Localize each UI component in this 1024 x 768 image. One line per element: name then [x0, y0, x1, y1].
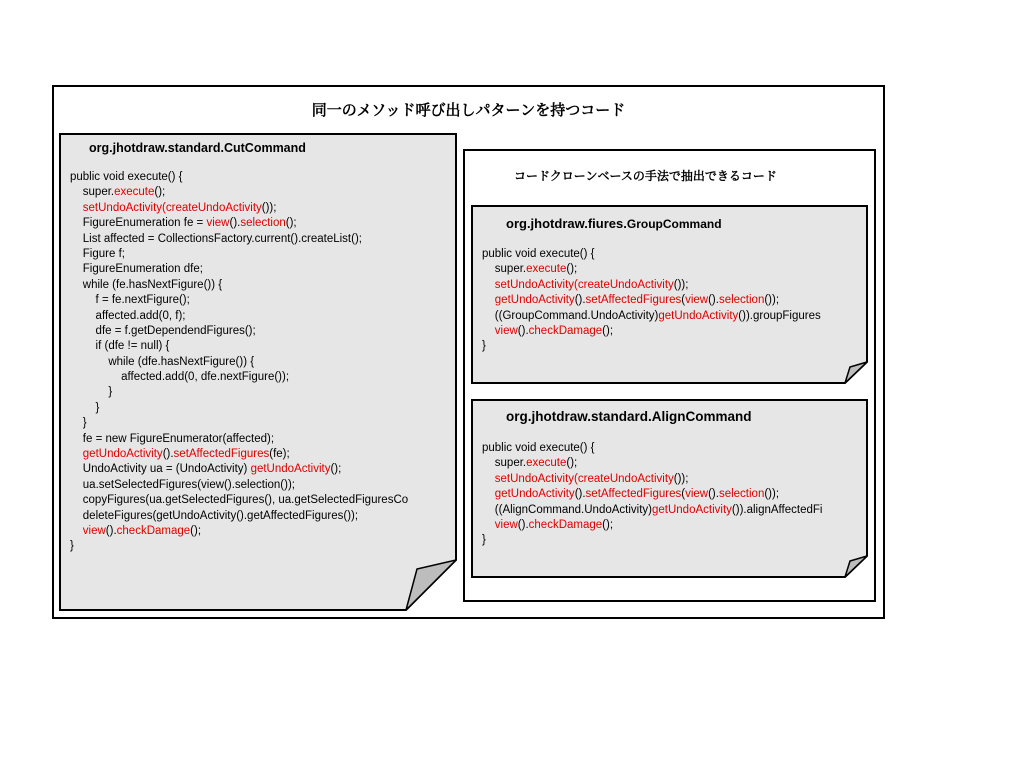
group-command-package: org.jhotdraw.fiures. — [506, 216, 627, 231]
code-line — [70, 432, 450, 447]
code-text — [482, 519, 495, 531]
code-text: f = fe.nextFigure(); — [70, 294, 190, 307]
code-text: List affected = CollectionsFactory.current().createList(); — [70, 232, 362, 245]
code-line — [70, 524, 450, 539]
code-text: (). — [708, 488, 719, 501]
code-line — [70, 324, 450, 339]
code-text: public void execute() { — [70, 171, 183, 183]
code-text: (); — [154, 186, 166, 199]
clone-frame-title: コードクローンベースの手法で抽出できるコード — [514, 169, 777, 183]
code-line — [482, 293, 863, 308]
code-text: ( — [681, 488, 686, 501]
code-line — [482, 487, 863, 502]
highlighted-call: setUndoActivity — [82, 201, 163, 214]
code-line — [70, 170, 450, 185]
code-text: (). — [162, 448, 174, 461]
code-line — [482, 278, 863, 293]
highlighted-call: setUndoActivity — [494, 278, 575, 291]
code-text: (); — [190, 524, 202, 537]
main-title: 同一のメソッド呼び出しパターンを持つコード — [311, 102, 626, 119]
code-text: } — [70, 417, 87, 430]
code-line — [70, 355, 450, 370]
highlighted-call: checkDamage — [116, 524, 191, 537]
code-text: public void execute() { — [482, 442, 595, 454]
code-text: (). — [229, 217, 241, 230]
group-command-note — [471, 205, 868, 384]
code-text — [70, 525, 83, 537]
code-text: fe = new FigureEnumerator(affected); — [70, 432, 275, 445]
highlighted-call: selection — [240, 217, 286, 230]
code-line — [482, 324, 863, 339]
code-text: ((AlignCommand.UndoActivity) — [482, 503, 652, 516]
code-line — [70, 262, 450, 277]
cut-command-note — [59, 133, 457, 611]
code-text — [70, 448, 83, 460]
code-line — [70, 462, 450, 477]
code-text: (fe); — [269, 448, 290, 461]
highlighted-call: createUndoActivity — [577, 278, 674, 291]
highlighted-call: checkDamage — [528, 518, 603, 531]
code-text: ()); — [673, 472, 689, 485]
code-line — [482, 247, 863, 262]
code-line — [482, 441, 863, 456]
code-text: } — [70, 540, 74, 553]
code-line — [70, 385, 450, 400]
code-line — [70, 370, 450, 385]
code-text: } — [482, 340, 486, 353]
code-line — [482, 456, 863, 471]
highlighted-call: checkDamage — [528, 324, 603, 337]
code-text — [482, 279, 495, 291]
code-text: dfe = f.getDependendFigures(); — [70, 324, 256, 337]
code-text: ((GroupCommand.UndoActivity) — [482, 309, 659, 322]
code-line — [482, 309, 863, 324]
code-line — [70, 509, 450, 524]
code-line — [70, 539, 450, 554]
code-text: } — [482, 534, 486, 547]
code-text: Figure f; — [70, 247, 125, 260]
code-line — [70, 216, 450, 231]
code-text: (). — [105, 524, 117, 537]
code-text: (); — [285, 217, 297, 230]
highlighted-call: ( — [574, 278, 578, 291]
code-text: while (dfe.hasNextFigure()) { — [70, 355, 255, 368]
code-line — [70, 247, 450, 262]
code-line — [482, 503, 863, 518]
highlighted-call: getUndoActivity — [250, 463, 331, 476]
code-text: (). — [574, 488, 586, 501]
highlighted-call: setUndoActivity — [494, 472, 575, 485]
highlighted-call: execute — [526, 457, 567, 470]
code-line — [70, 493, 450, 508]
highlighted-call: view — [82, 524, 106, 537]
code-text — [70, 202, 83, 214]
code-text: ua.setSelectedFigures(view().selection()); — [70, 478, 295, 491]
code-text — [482, 473, 495, 485]
highlighted-call: ( — [574, 472, 578, 485]
highlighted-call: view — [494, 518, 518, 531]
highlighted-call: view — [685, 294, 709, 307]
code-text: deleteFigures(getUndoActivity().getAffectedFigures()); — [70, 509, 359, 522]
code-text: super. — [482, 457, 527, 470]
code-text: public void execute() { — [482, 248, 595, 260]
align-command-note — [471, 399, 868, 578]
code-text: (). — [708, 294, 719, 307]
code-text: (); — [566, 457, 578, 470]
code-line — [70, 309, 450, 324]
code-line — [482, 533, 863, 548]
code-text — [482, 294, 495, 306]
code-text: (). — [517, 518, 529, 531]
highlighted-call: view — [206, 217, 230, 230]
code-text: copyFigures(ua.getSelectedFigures(), ua.getSelectedFiguresCo — [70, 494, 409, 507]
code-line — [70, 293, 450, 308]
code-line — [70, 185, 450, 200]
code-text: ()).groupFigures — [738, 309, 821, 322]
highlighted-call: view — [494, 324, 518, 337]
code-text: FigureEnumeration dfe; — [70, 263, 203, 276]
cut-command-header: org.jhotdraw.standard.CutCommand — [89, 141, 306, 155]
code-text: super. — [482, 263, 527, 276]
highlighted-call: createUndoActivity — [165, 201, 262, 214]
code-line — [70, 278, 450, 293]
code-text: (); — [566, 263, 578, 276]
code-text: (). — [517, 324, 529, 337]
highlighted-call: ( — [162, 201, 166, 214]
highlighted-call: execute — [526, 263, 567, 276]
code-text: UndoActivity ua = (UndoActivity) — [70, 463, 251, 476]
code-text: ()); — [764, 488, 780, 501]
highlighted-call: getUndoActivity — [652, 503, 732, 516]
code-line — [482, 472, 863, 487]
highlighted-call: getUndoActivity — [82, 448, 163, 461]
code-text: ()); — [261, 201, 277, 214]
highlighted-call: selection — [718, 294, 765, 307]
highlighted-call: setAffectedFigures — [585, 294, 682, 307]
cut-command-code — [70, 170, 450, 555]
code-text: } — [70, 401, 100, 414]
code-text: while (fe.hasNextFigure()) { — [70, 278, 223, 291]
code-text: (); — [602, 518, 614, 531]
code-line — [482, 518, 863, 533]
highlighted-call: getUndoActivity — [658, 309, 739, 322]
code-line — [70, 339, 450, 354]
highlighted-call: createUndoActivity — [577, 472, 674, 485]
highlighted-call: getUndoActivity — [494, 294, 575, 307]
code-text: affected.add(0, dfe.nextFigure()); — [70, 371, 290, 384]
group-command-class: GroupCommand — [626, 217, 722, 231]
code-text: ()).alignAffectedFi — [731, 503, 823, 516]
code-text: affected.add(0, f); — [70, 309, 186, 322]
code-line — [70, 232, 450, 247]
code-text: ()); — [764, 294, 780, 307]
highlighted-call: selection — [718, 488, 765, 501]
highlighted-call: setAffectedFigures — [173, 448, 270, 461]
highlighted-call: view — [685, 488, 709, 501]
align-command-header: org.jhotdraw.standard.AlignCommand — [506, 409, 752, 424]
code-text: FigureEnumeration fe = — [70, 217, 207, 230]
highlighted-call: getUndoActivity — [494, 488, 575, 501]
group-command-header — [506, 216, 722, 231]
align-command-code — [482, 441, 863, 549]
code-line — [70, 478, 450, 493]
code-line — [70, 201, 450, 216]
code-text: (). — [574, 294, 586, 307]
code-line — [70, 401, 450, 416]
code-text: ()); — [673, 278, 689, 291]
code-text: } — [70, 386, 113, 399]
highlighted-call: execute — [114, 186, 155, 199]
code-text: ( — [681, 294, 686, 307]
code-text — [482, 325, 495, 337]
code-text: (); — [330, 463, 342, 476]
code-line — [482, 339, 863, 354]
code-text: if (dfe != null) { — [70, 340, 170, 353]
code-text — [482, 488, 495, 500]
group-command-code — [482, 247, 863, 355]
code-text: super. — [70, 186, 115, 199]
code-line — [70, 416, 450, 431]
code-line — [70, 447, 450, 462]
code-text: (); — [602, 324, 614, 337]
highlighted-call: setAffectedFigures — [585, 488, 682, 501]
code-line — [482, 262, 863, 277]
